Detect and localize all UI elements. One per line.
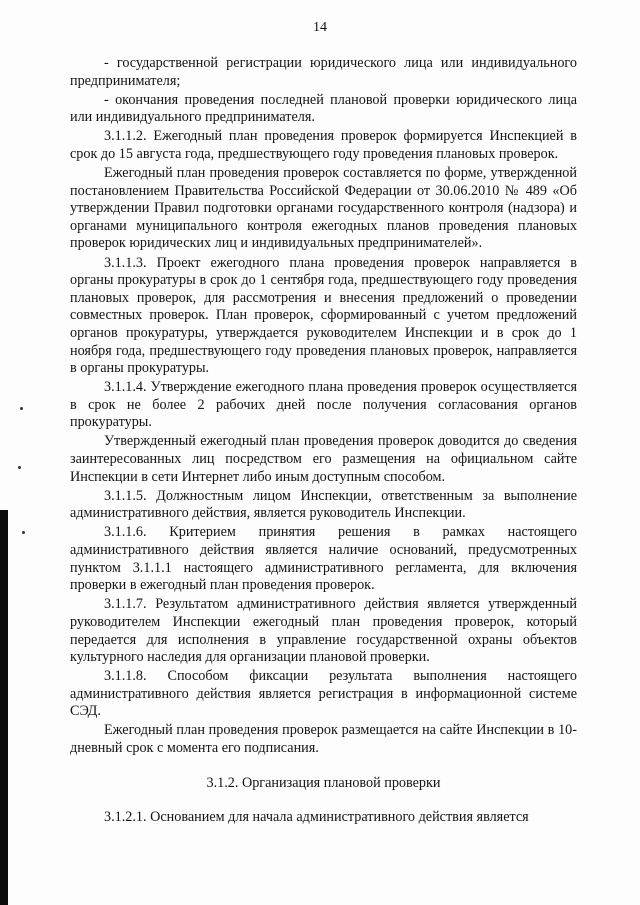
scan-speck — [22, 531, 25, 534]
scan-speck — [20, 407, 23, 410]
page-number: 14 — [313, 20, 327, 35]
paragraph: - окончания проведения последней плановой проверки юридического лица или индивидуального предпринимателя. — [70, 91, 577, 126]
scan-edge-shadow — [0, 510, 8, 905]
scan-speck — [18, 466, 21, 469]
paragraph: 3.1.2.1. Основанием для начала административного действия является — [104, 809, 529, 826]
paragraph: Ежегодный план проведения проверок составляется по форме, утвержденной постановлением Правительства Российской Федерации от 30.06.2010 № 489 «Об утверждении Правил подготовки органами государственного контроля (надзора) и органами муниципального контроля ежегодных планов проведения плановых проверок юридических лиц и индивидуальных предпринимателей». — [70, 165, 577, 252]
paragraph: Ежегодный план проведения проверок размещается на сайте Инспекции в 10-дневный срок с момента его подписания. — [70, 722, 577, 757]
paragraph: 3.1.1.7. Результатом административного действия является утвержденный руководителем Инспекции ежегодный план проведения проверок, который передается для исполнения в управление государственной охраны объектов культурного наследия для организации плановой проверки. — [70, 596, 577, 666]
paragraph: 3.1.1.3. Проект ежегодного плана проведения проверок направляется в органы прокуратуры в срок до 1 сентября года, предшествующего году проведения плановых проверок, для рассмотрения и внесения предложений о проведении совместных проверок. План проверок, сформированный с учетом предложений органов прокуратуры, утверждается руководителем Инспекции и в срок до 1 ноября года, предшествующего году проведения плановых проверок, направляется в органы прокуратуры. — [70, 254, 577, 377]
paragraph: 3.1.1.8. Способом фиксации результата выполнения настоящего административного действия является регистрация в информационной системе СЭД. — [70, 668, 577, 720]
paragraph: 3.1.1.5. Должностным лицом Инспекции, ответственным за выполнение административного действия, является руководитель Инспекции. — [70, 487, 577, 522]
paragraph: - государственной регистрации юридического лица или индивидуального предпринимателя; — [70, 55, 577, 89]
document-body — [70, 55, 577, 828]
paragraph: 3.1.1.6. Критерием принятия решения в рамках настоящего административного действия является наличие оснований, предусмотренных пунктом 3.1.1.1 настоящего административного регламента, для включения проверки в ежегодный план проведения проверок. — [70, 524, 577, 594]
paragraph: 3.1.1.4. Утверждение ежегодного плана проведения проверок осуществляется в срок не более 2 рабочих дней после получения согласования органов прокуратуры. — [70, 379, 577, 431]
paragraph: 3.1.1.2. Ежегодный план проведения проверок формируется Инспекцией в срок до 15 августа года, предшествующего году проведения плановых проверок. — [70, 128, 577, 162]
paragraph: Утвержденный ежегодный план проведения проверок доводится до сведения заинтересованных лиц посредством его размещения на официальном сайте Инспекции в сети Интернет либо иным доступным способом. — [70, 433, 577, 485]
section-heading: 3.1.2. Организация плановой проверки — [206, 774, 441, 791]
